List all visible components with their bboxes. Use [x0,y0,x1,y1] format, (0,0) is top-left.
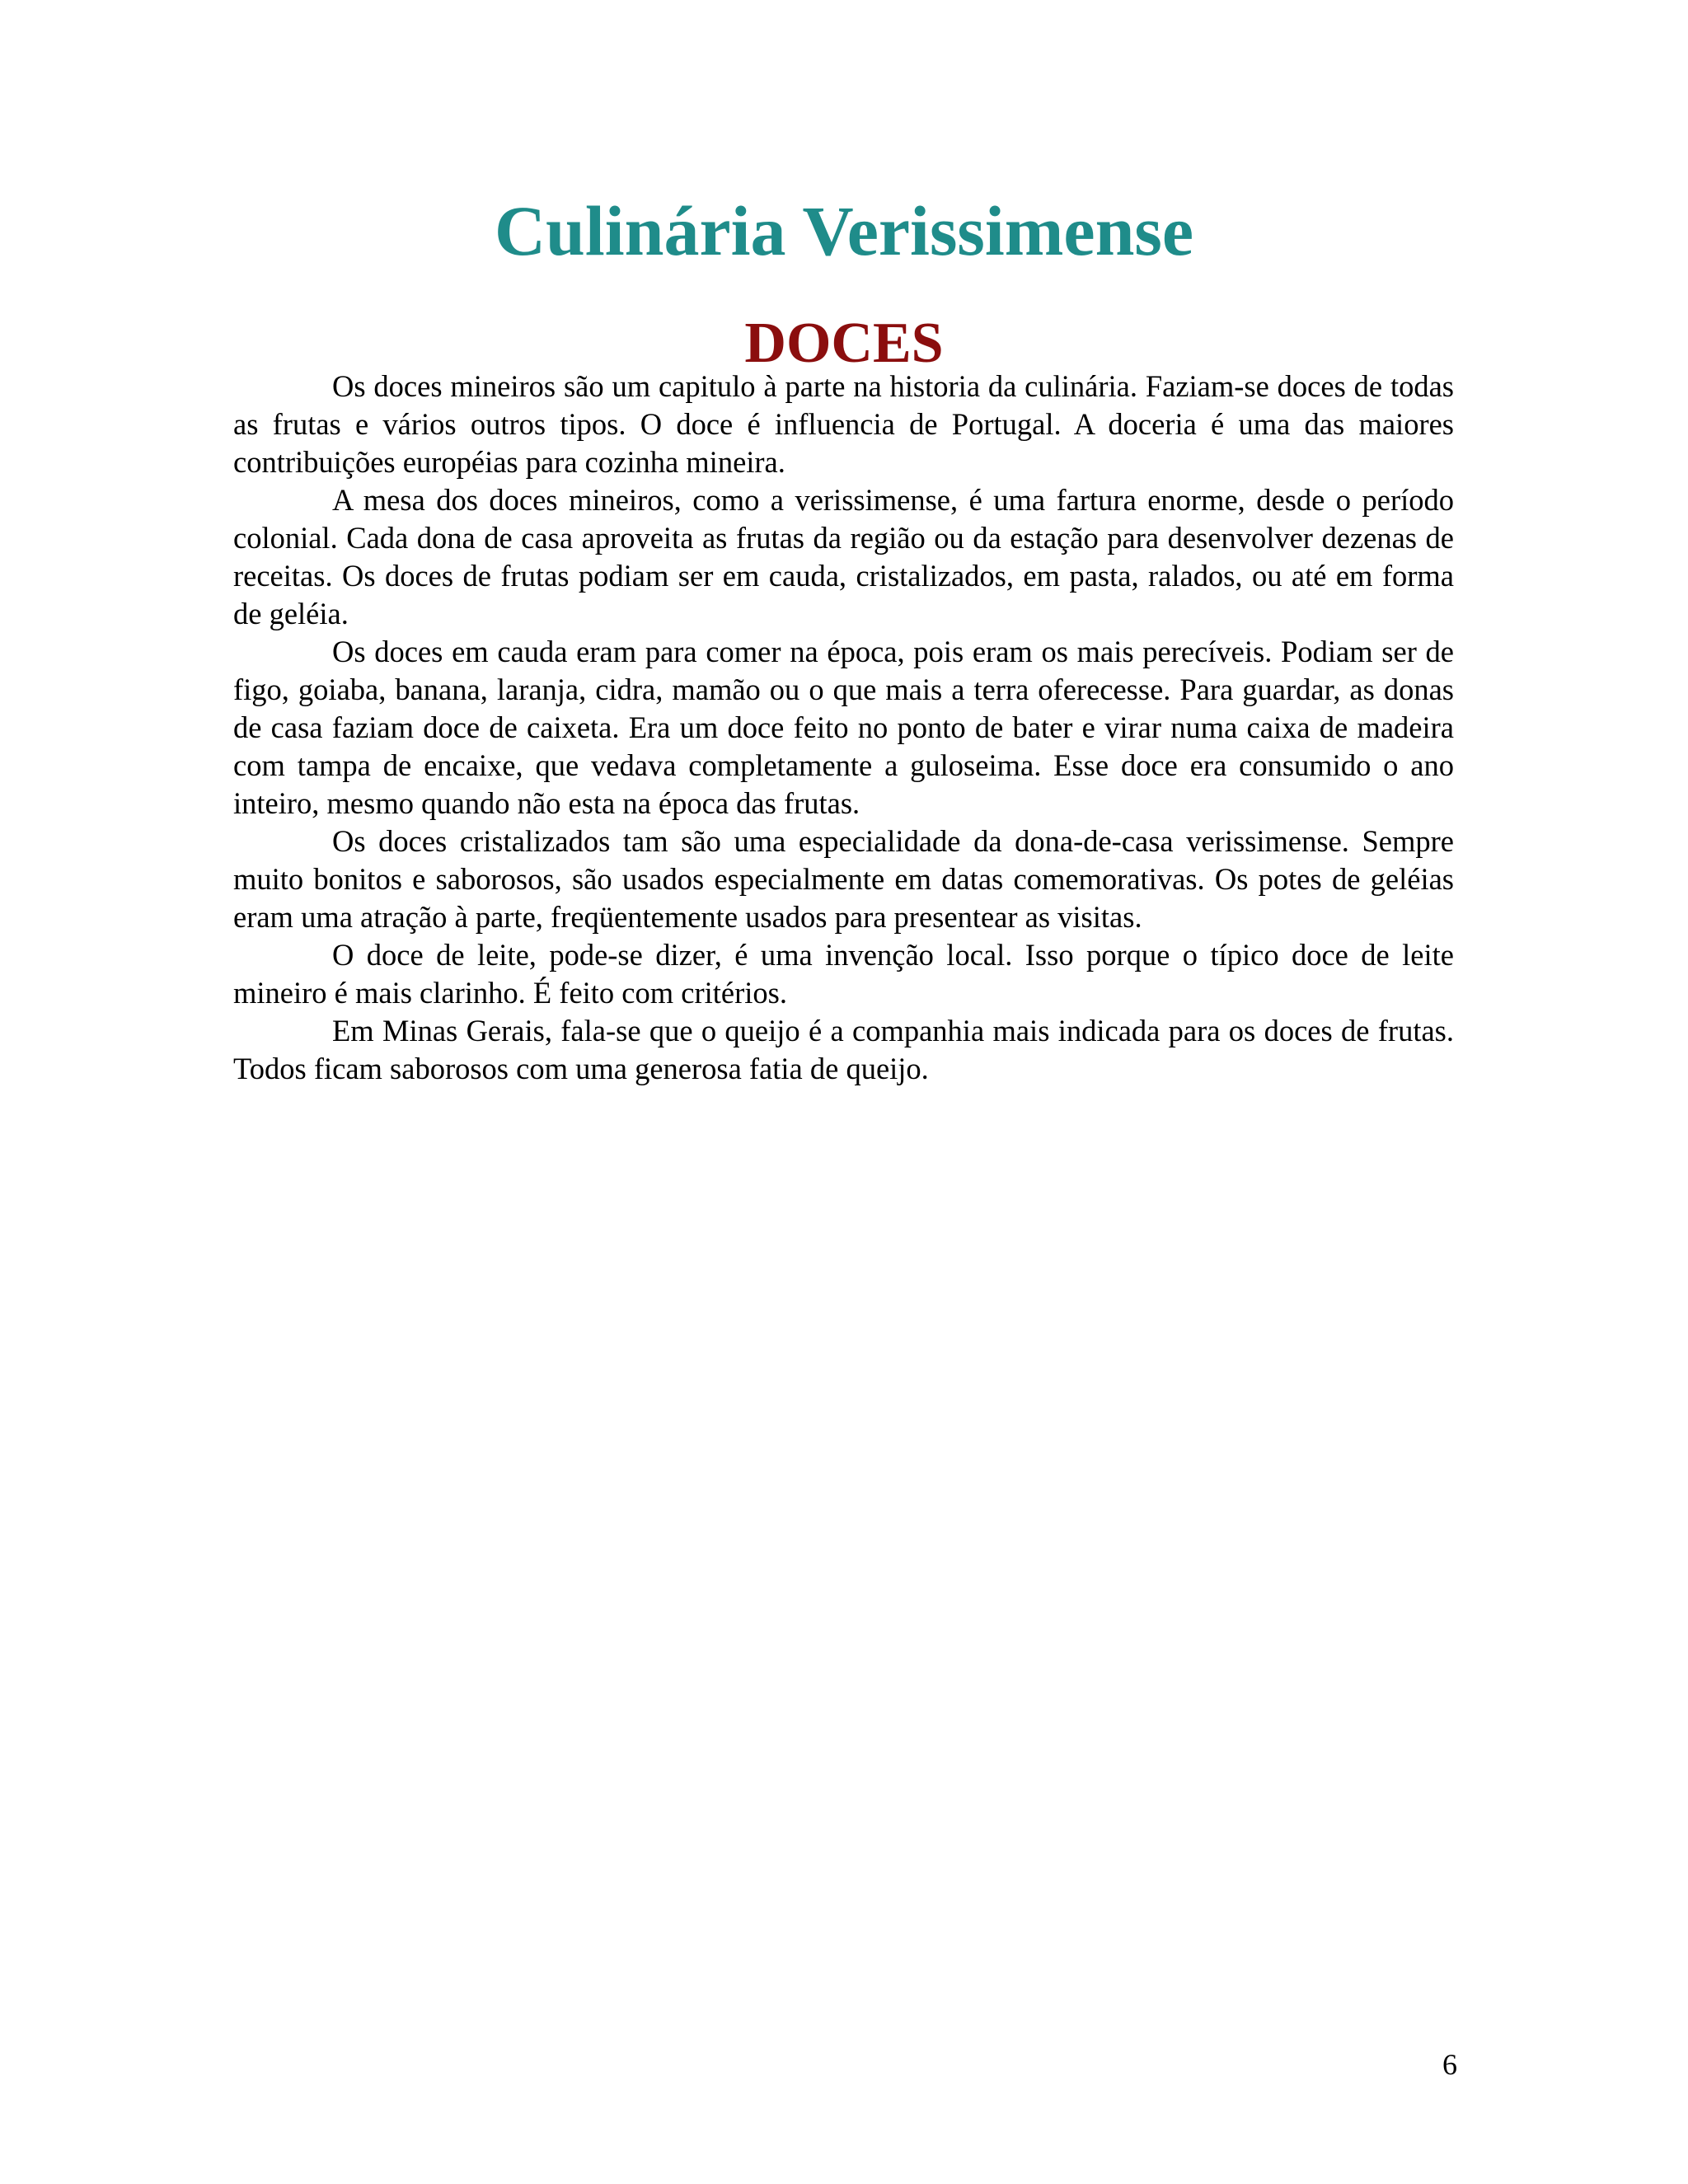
paragraph: Os doces cristalizados tam são uma especialidade da dona-de-casa verissimense. Sempre muito bonitos e saborosos, são usados especialmente em datas comemorativas. Os potes de geléias eram uma atração à parte, freqüentemente usados para presentear as visitas. [233,824,1454,934]
page-number: 6 [1442,2048,1457,2081]
page-title: Culinária Verissimense [494,191,1194,270]
paragraph: O doce de leite, pode-se dizer, é uma invenção local. Isso porque o típico doce de leite mineiro é mais clarinho. É feito com critérios. [233,938,1454,1010]
paragraph: A mesa dos doces mineiros, como a verissimense, é uma fartura enorme, desde o período colonial. Cada dona de casa aproveita as frutas da região ou da estação para desenvolver dezenas de receitas. Os doces de frutas podiam ser em cauda, cristalizados, em pasta, ralados, ou até em forma de geléia. [233,483,1454,630]
section-heading: DOCES [744,312,944,375]
paragraph: Os doces mineiros são um capitulo à parte na historia da culinária. Faziam-se doces de todas as frutas e vários outros tipos. O doce é influencia de Portugal. A doceria é uma das maiores contribuições européias para cozinha mineira. [233,369,1454,479]
paragraph: Os doces em cauda eram para comer na época, pois eram os mais perecíveis. Podiam ser de figo, goiaba, banana, laranja, cidra, mamão ou o que mais a terra oferecesse. Para guardar, as donas de casa faziam doce de caixeta. Era um doce feito no ponto de bater e virar numa caixa de madeira com tampa de encaixe, que vedava completamente a guloseima. Esse doce era consumido o ano inteiro, mesmo quando não esta na época das frutas. [233,635,1454,820]
body-text [233,368,1454,1088]
paragraph: Em Minas Gerais, fala-se que o queijo é a companhia mais indicada para os doces de frutas. Todos ficam saborosos com uma generosa fatia de queijo. [233,1014,1454,1085]
